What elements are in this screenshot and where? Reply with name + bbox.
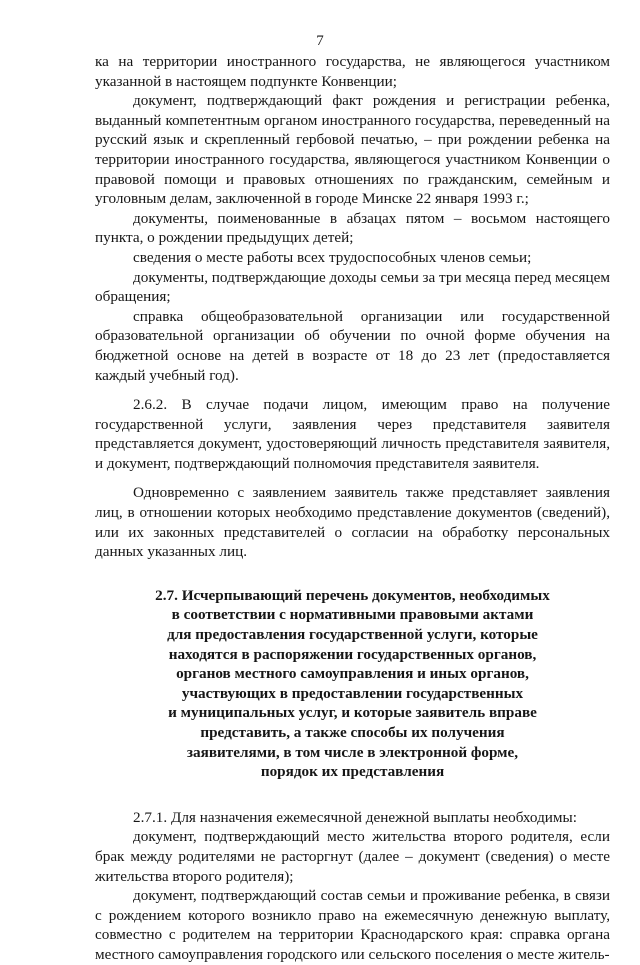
heading-line: в соответствии с нормативными правовыми актами	[171, 606, 534, 624]
paragraph: документ, подтверждающий состав семьи и проживание ребенка, в связи с рождением которого возникло право на ежемесячную денежную выплату, совместно с родителем на территории Краснодарского края: справка органа местного самоуправления городского или сельского поселения о месте житель-	[95, 887, 610, 963]
heading-line: представить, а также способы их получения	[200, 724, 505, 741]
paragraph: сведения о месте работы всех трудоспособных членов семьи;	[133, 248, 532, 266]
paragraph: документ, подтверждающий место жительства второго родителя, если брак между родителями не расторгнут (далее – документ (сведения) о месте жительства второго родителя);	[95, 828, 610, 885]
section-heading-2-7	[117, 586, 588, 782]
paragraph: документы, поименованные в абзацах пятом – восьмом настоящего пункта, о рождении предыдущих детей;	[95, 209, 610, 247]
heading-line: и муниципальных услуг, и которые заявитель вправе	[168, 704, 537, 722]
paragraph: документы, подтверждающие доходы семьи за три месяца перед месяцем обращения;	[95, 268, 610, 306]
paragraph-2-6-2: 2.6.2. В случае подачи лицом, имеющим право на получение государственной услуги, заявления через представителя заявителя представляется документ, удостоверяющий личность представителя заявителя, и документ, подтверждающий полномочия представителя заявителя.	[95, 396, 610, 472]
heading-line: органов местного самоуправления и иных органов,	[176, 665, 529, 683]
heading-line: участвующих в предоставлении государственных	[181, 684, 524, 702]
page-number: 7	[316, 33, 324, 49]
heading-line: заявителями, в том числе в электронной форме,	[186, 743, 519, 761]
heading-line: находятся в распоряжении государственных органов,	[168, 645, 537, 663]
document-body	[95, 52, 610, 965]
paragraph-continuation: ка на территории иностранного государства, не являющегося участником указанной в настоящем подпункте Конвенции;	[95, 53, 610, 90]
paragraph: справка общеобразовательной организации или государственной образовательной организации об обучении по очной форме обучения на бюджетной основе на детей в возрасте от 18 до 23 лет (предоставляется каждый учебный год).	[95, 307, 610, 384]
paragraph: документ, подтверждающий факт рождения и регистрации ребенка, выданный компетентным органом иностранного государства, переведенный на русский язык и скрепленный гербовой печатью, – при рождении ребенка на территории иностранного государства, являющегося участником Конвенции о правовой помощи и правовых отношениях по гражданским, семейным и уголовным делам, заключенной в городе Минске 22 января 1993 г.;	[95, 92, 610, 208]
heading-line: 2.7. Исчерпывающий перечень документов, необходимых	[155, 586, 550, 604]
heading-line: порядок их представления	[260, 763, 445, 781]
heading-line: для предоставления государственной услуги, которые	[167, 626, 538, 644]
paragraph-2-7-1: 2.7.1. Для назначения ежемесячной денежной выплаты необходимы:	[133, 808, 577, 826]
paragraph: Одновременно с заявлением заявитель также представляет заявления лиц, в отношении которых необходимо представление документов (сведений), или их законных представителей о согласии на обработку персональных данных указанных лиц.	[95, 484, 610, 561]
